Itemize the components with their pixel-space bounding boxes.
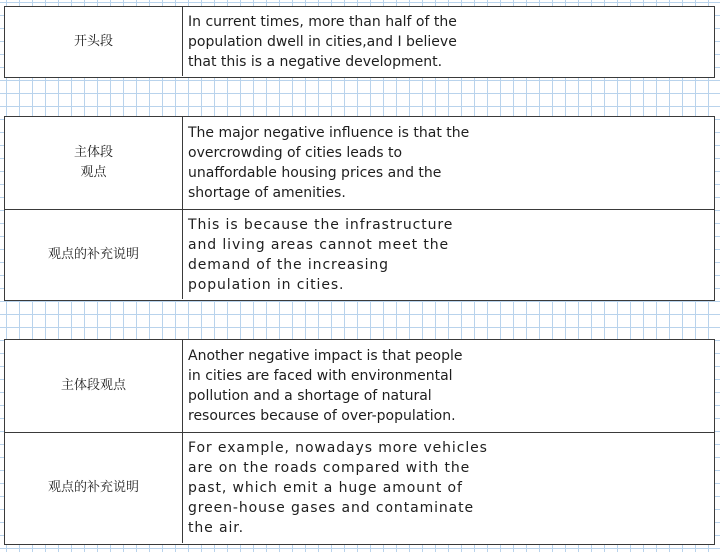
intro-content-cell xyxy=(183,7,714,76)
text-line: unaffordable housing prices and the xyxy=(188,165,442,181)
body2-support-label-cell xyxy=(5,433,183,543)
body1-point-label: 主体段 观点 xyxy=(73,145,113,180)
intro-row xyxy=(5,7,714,76)
text-line: population dwell in cities,and I believe xyxy=(188,33,457,50)
intro-label-cell xyxy=(5,7,183,76)
text-line: past, which emit a huge amount of xyxy=(188,480,463,496)
body1-support-label-cell xyxy=(5,210,183,299)
body1-point-row xyxy=(5,117,714,209)
text-line: demand of the increasing xyxy=(188,256,389,273)
body1-support-row xyxy=(5,209,714,299)
body2-point-row xyxy=(5,340,714,432)
body1-support-content-cell xyxy=(183,210,714,299)
text-line: the air. xyxy=(188,520,245,536)
text-line: resources because of over-population. xyxy=(188,408,456,424)
text-line: This is because the infrastructure xyxy=(188,216,454,233)
body-table-2 xyxy=(4,339,715,545)
text-line: In current times, more than half of the xyxy=(188,13,457,30)
body2-point-label-cell xyxy=(5,340,183,432)
body2-support-content-cell xyxy=(183,433,714,543)
body1-support-label: 观点的补充说明 xyxy=(47,246,139,262)
text-line: overcrowding of cities leads to xyxy=(188,145,403,161)
text-line: and living areas cannot meet the xyxy=(188,236,450,253)
body1-point-content-cell xyxy=(183,117,714,209)
body2-support-label: 观点的补充说明 xyxy=(47,480,139,495)
text-line: Another negative impact is that people xyxy=(188,348,463,364)
text-line: green-house gases and contaminate xyxy=(188,500,475,516)
text-line: The major negative influence is that the xyxy=(188,125,470,141)
body-table-1 xyxy=(4,116,715,301)
intro-label: 开头段 xyxy=(73,33,113,49)
text-line: in cities are faced with environmental xyxy=(188,368,453,384)
text-line: population in cities. xyxy=(188,276,345,293)
text-line: pollution and a shortage of natural xyxy=(188,388,432,404)
text-line: shortage of amenities. xyxy=(188,185,346,201)
text-line: For example, nowadays more vehicles xyxy=(188,440,488,456)
intro-table xyxy=(4,6,715,78)
body2-point-content-cell xyxy=(183,340,714,432)
text-line: are on the roads compared with the xyxy=(188,460,471,476)
body1-point-label-cell xyxy=(5,117,183,209)
body2-support-row xyxy=(5,432,714,543)
text-line: that this is a negative development. xyxy=(188,53,443,70)
body2-point-label: 主体段观点 xyxy=(60,378,126,393)
